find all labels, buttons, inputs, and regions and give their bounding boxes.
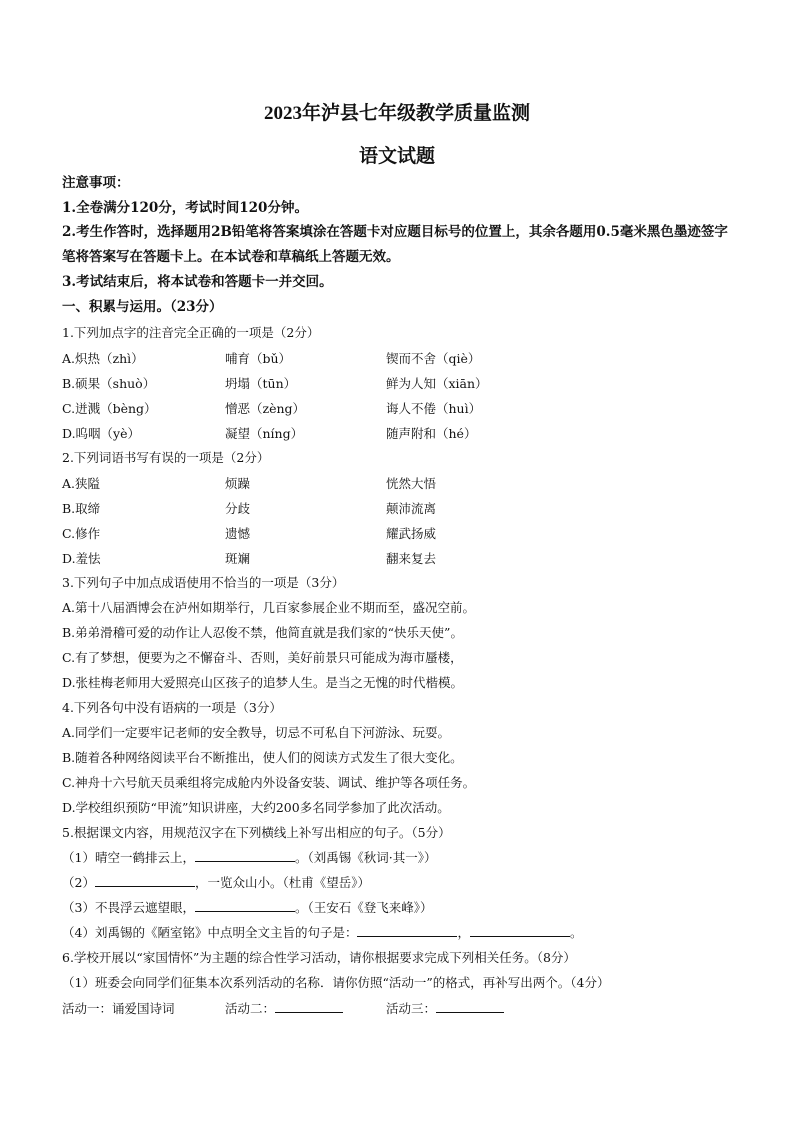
q2-b-3: 颠沛流离 (386, 501, 437, 516)
q2-stem: 2.下列词语书写有误的一项是（2分） (62, 450, 270, 465)
q1-b-1: B.硕果（shuò） (62, 376, 156, 391)
exam-subtitle: 语文试题 (358, 146, 435, 167)
q5-stem: 5.根据课文内容，用规范汉字在下列横线上补写出相应的句子。（5分） (62, 825, 451, 840)
q1-c-1: C.迸溅（bèng） (62, 401, 157, 416)
q4-stem: 4.下列各句中没有语病的一项是（3分） (62, 700, 282, 715)
q5-item-4-prompt: （4）刘禹锡的《陋室铭》中点明全文主旨的句子是： (62, 925, 358, 940)
q5-item-2-prompt: （2） (62, 875, 95, 890)
q1-b-3: 鲜为人知（xiān） (386, 376, 488, 391)
q6-blank-activity-3[interactable] (436, 1000, 504, 1013)
q2-d-2: 斑斓 (225, 551, 251, 566)
q5-item-4-end: 。 (569, 925, 583, 940)
q3-option-c: C.有了梦想，便要为之不懈奋斗、否则，美好前景只可能成为海市蜃楼， (62, 650, 463, 665)
q2-c-1: C.修作 (62, 526, 101, 541)
q2-c-3: 耀武扬威 (386, 526, 437, 541)
q5-item-4 (62, 924, 742, 942)
q2-c-2: 遗憾 (225, 526, 251, 541)
q5-item-3-prompt: （3）不畏浮云遮望眼， (62, 900, 195, 915)
q2-d-1: D.羞怯 (62, 551, 101, 566)
q3-stem: 3.下列句子中加点成语使用不恰当的一项是（3分） (62, 575, 345, 590)
q5-item-3-source: 。（王安石《登飞来峰》） (294, 900, 433, 915)
q2-a-2: 烦躁 (225, 476, 251, 491)
q5-item-2-source: ，一览众山小。（杜甫《望岳》） (194, 875, 370, 890)
q3-option-a: A.第十八届酒博会在泸州如期举行，几百家参展企业不期而至，盛况空前。 (62, 600, 476, 615)
q1-a-1: A.炽热（zhì） (62, 351, 144, 366)
q5-item-1 (62, 849, 742, 867)
q5-item-1-prompt: （1）晴空一鹤排云上， (62, 850, 195, 865)
q5-blank-2[interactable] (95, 874, 195, 887)
q6-stem: 6.学校开展以“家国情怀”为主题的综合性学习活动，请你根据要求完成下列相关任务。（8分） (62, 950, 576, 965)
q6-activity-2 (225, 999, 343, 1017)
q2-a-3: 恍然大悟 (386, 476, 437, 491)
q4-option-a: A.同学们一定要牢记老师的安全教导，切忌不可私自下河游泳、玩耍。 (62, 725, 451, 740)
q2-b-2: 分歧 (225, 501, 251, 516)
q5-item-3 (62, 899, 742, 917)
q1-c-3: 诲人不倦（huì） (386, 401, 482, 416)
q5-item-2 (62, 874, 742, 892)
q1-d-2: 凝望（níng） (225, 426, 304, 441)
q6-activity-3-label: 活动三： (386, 1001, 437, 1016)
q5-blank-4b[interactable] (470, 924, 570, 937)
q1-d-1: D.呜咽（yè） (62, 426, 141, 441)
note-3: 3.考试结束后，将本试卷和答题卡一并交回。 (62, 274, 333, 290)
q4-option-c: C.神舟十六号航天员乘组将完成舱内外设备安装、调试、维护等各项任务。 (62, 775, 476, 790)
q2-d-3: 翻来复去 (386, 551, 437, 566)
q1-a-3: 锲而不舍（qiè） (386, 351, 481, 366)
q5-item-1-source: 。（刘禹锡《秋词·其一》） (294, 850, 437, 865)
q6-activity-3 (386, 999, 504, 1017)
q1-d-3: 随声附和（hé） (386, 426, 477, 441)
q1-a-2: 哺育（bǔ） (225, 351, 292, 366)
q6-activity-1: 活动一：诵爱国诗词 (62, 1001, 175, 1016)
exam-title: 2023年泸县七年级教学质量监测 (263, 103, 530, 124)
q2-b-1: B.取缔 (62, 501, 101, 516)
q5-blank-3[interactable] (195, 899, 295, 912)
q6-blank-activity-2[interactable] (275, 1000, 343, 1013)
q5-item-4-comma: ， (457, 925, 470, 940)
notes-heading: 注意事项： (62, 175, 130, 191)
q3-option-d: D.张桂梅老师用大爱照亮山区孩子的追梦人生。是当之无愧的时代楷模。 (62, 675, 464, 690)
q4-option-d: D.学校组织预防“甲流”知识讲座，大约200多名同学参加了此次活动。 (62, 800, 450, 815)
q1-b-2: 坍塌（tūn） (225, 376, 297, 391)
note-1: 1.全卷满分120分，考试时间120分钟。 (62, 200, 308, 216)
q5-blank-4a[interactable] (357, 924, 457, 937)
q4-option-b: B.随着各种网络阅读平台不断推出，使人们的阅读方式发生了很大变化。 (62, 750, 463, 765)
q2-a-1: A.狭隘 (62, 476, 101, 491)
q1-c-2: 憎恶（zèng） (225, 401, 306, 416)
q6-activity-2-label: 活动二： (225, 1001, 276, 1016)
note-2: 2.考生作答时，选择题用2B铅笔将答案填涂在答题卡对应题目标号的位置上，其余各题用0.5毫米黑色墨迹签字笔将答案写在答题卡上。在本试卷和草稿纸上答题无效。 (62, 224, 728, 265)
q1-stem: 1.下列加点字的注音完全正确的一项是（2分） (62, 325, 320, 340)
section-1-heading: 一、积累与运用。（23分） (62, 299, 223, 315)
q5-blank-1[interactable] (195, 849, 295, 862)
q3-option-b: B.弟弟滑稽可爱的动作让人忍俊不禁，他简直就是我们家的“快乐天使”。 (62, 625, 463, 640)
q6-sub1: （1）班委会向同学们征集本次系列活动的名称．请你仿照“活动一”的格式，再补写出两个。（4分） (62, 975, 610, 990)
